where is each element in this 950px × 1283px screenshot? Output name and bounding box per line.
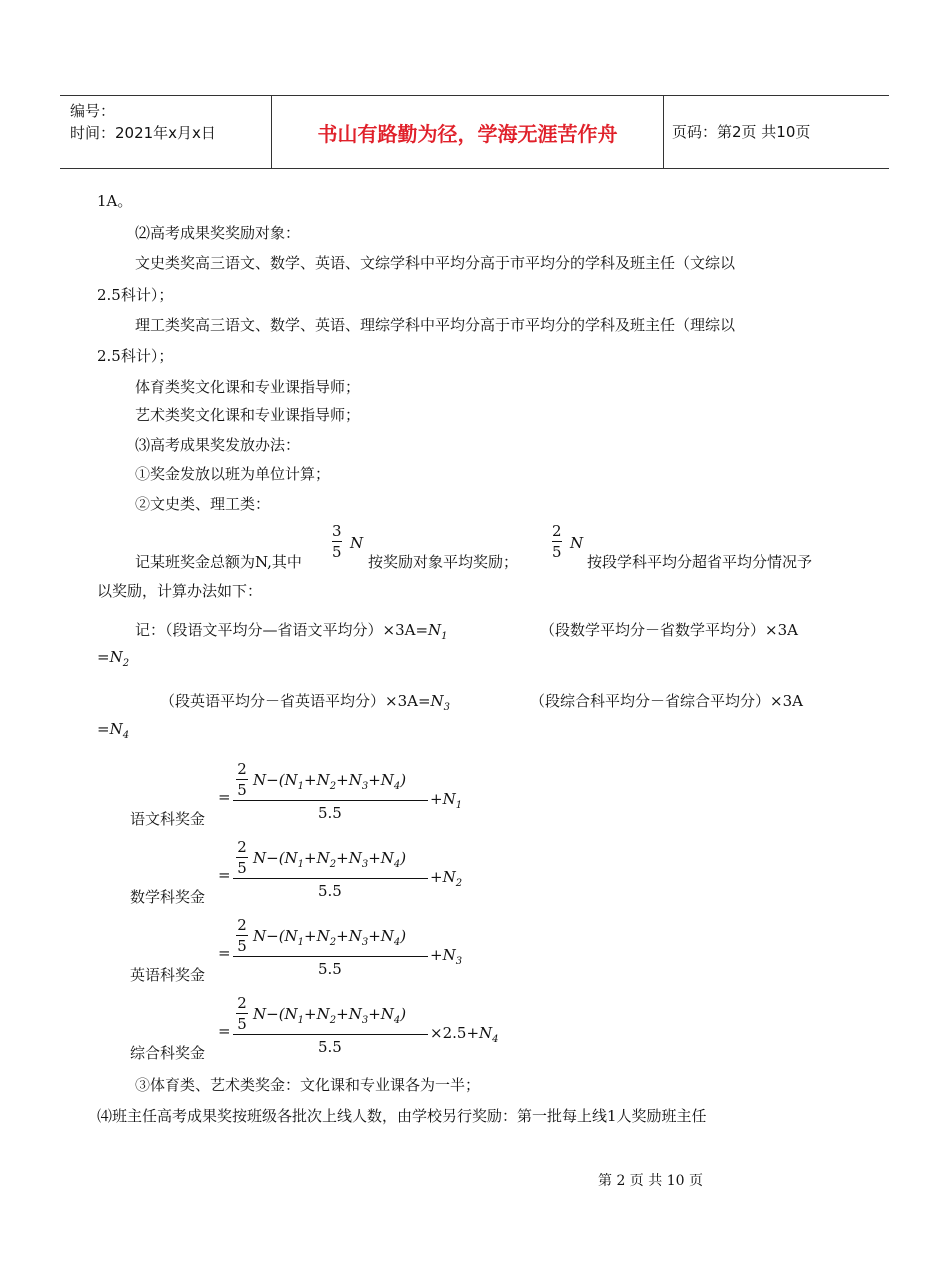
line-14: ⑷班主任高考成果奖按班级各批次上线人数，由学校另行奖励：第一批每上线1人奖励班主任 [97, 1107, 707, 1125]
numerator: $N-(N_1+N_2+N_3+N_4)$ [253, 849, 407, 870]
line-3b: 2.5科计）； [97, 286, 174, 304]
line-11b: （段数学平均分－省数学平均分）×3A [540, 621, 798, 639]
line-7: ⑶高考成果奖发放办法： [135, 436, 301, 454]
line-11c: $=N_2$ [97, 648, 130, 669]
line-10a: 记某班奖金总额为N,其中 [135, 553, 302, 571]
numerator: $N-(N_1+N_2+N_3+N_4)$ [253, 927, 407, 948]
line-4a: 理工类奖高三语文、数学、英语、理综学科中平均分高于市平均分的学科及班主任（理综以 [135, 316, 736, 334]
denominator: 5.5 [318, 960, 342, 978]
line-9: ②文史类、理工类： [135, 495, 271, 513]
line-13: ③体育类、艺术类奖金：文化课和专业课各为一半； [135, 1076, 481, 1094]
page-footer: 第 2 页 共 10 页 [598, 1173, 703, 1189]
line-11a: 记：（段语文平均分—省语文平均分）$\times 3A=N_1$ [135, 621, 448, 642]
denominator: 5.5 [318, 804, 342, 822]
line-12c: $=N_4$ [97, 720, 130, 741]
line-1: 1A。 [97, 192, 133, 210]
two-fifths: 2 5 [237, 916, 247, 955]
two-fifths: 2 5 [237, 838, 247, 877]
line-2: ⑵高考成果奖奖励对象： [135, 224, 301, 242]
formula-label: 英语科奖金 [130, 966, 206, 984]
formula-label: 数学科奖金 [130, 888, 206, 906]
line-3a: 文史类奖高三语文、数学、英语、文综学科中平均分高于市平均分的学科及班主任（文综以 [135, 254, 736, 272]
line-6: 艺术类奖文化课和专业课指导师； [135, 406, 361, 424]
fraction-2-5-N: $\frac{2}{5}$ N [552, 522, 584, 561]
line-4b: 2.5科计）； [97, 347, 174, 365]
line-5: 体育类奖文化课和专业课指导师； [135, 378, 361, 396]
formula-label: 语文科奖金 [130, 810, 206, 828]
line-8: ①奖金发放以班为单位计算； [135, 465, 331, 483]
time-label: 时间：2021年x月x日 [70, 124, 216, 142]
header-left-cell [70, 100, 216, 144]
two-fifths: 2 5 [237, 994, 247, 1033]
formula-label: 综合科奖金 [130, 1044, 206, 1062]
page-header [60, 95, 889, 169]
page-info: 页码：第2页 共10页 [672, 123, 811, 141]
line-12b: （段综合科平均分－省综合平均分）×3A [530, 692, 803, 710]
denominator: 5.5 [318, 882, 342, 900]
numerator: $N-(N_1+N_2+N_3+N_4)$ [253, 771, 407, 792]
motto: 书山有路勤为径，学海无涯苦作舟 [317, 122, 618, 146]
denominator: 5.5 [318, 1038, 342, 1056]
two-fifths: 2 5 [237, 760, 247, 799]
serial-label: 编号： [70, 102, 116, 120]
line-10c: 按段学科平均分超省平均分情况予 [587, 553, 813, 571]
numerator: $N-(N_1+N_2+N_3+N_4)$ [253, 1005, 407, 1026]
line-12a: （段英语平均分－省英语平均分）$\times 3A=N_3$ [160, 692, 451, 713]
line-10b: 按奖励对象平均奖励； [368, 553, 519, 571]
line-10d: 以奖励，计算办法如下： [97, 582, 263, 600]
fraction-3-5-N: $\frac{3}{5}$ N [332, 522, 364, 561]
